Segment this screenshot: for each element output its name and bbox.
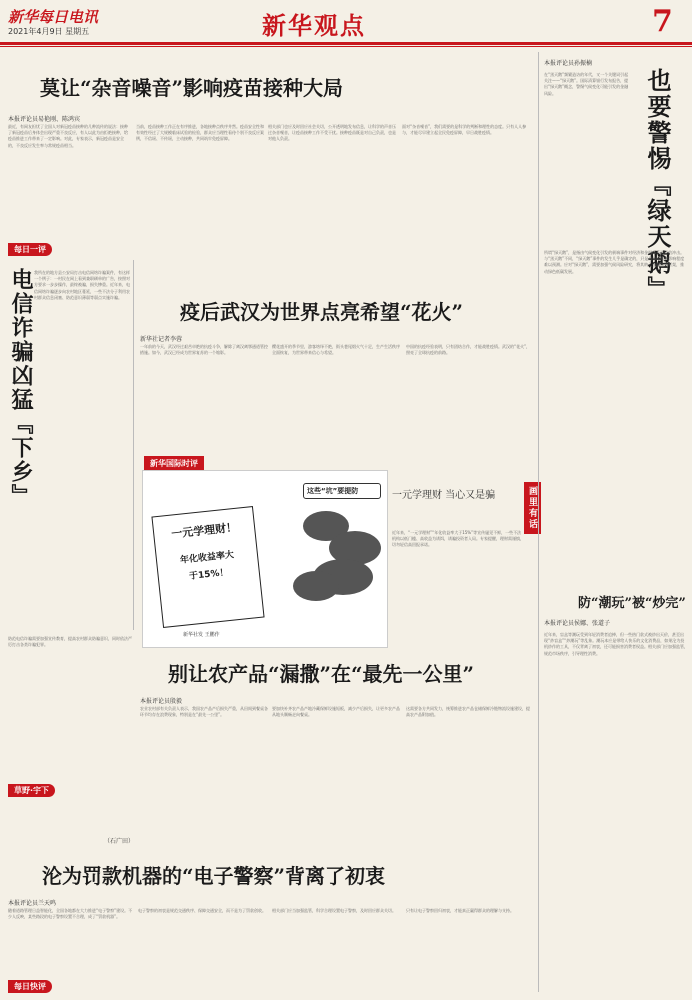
body-vaccine-col1: 最近，有网友担忧了全国人对新冠疫苗接种的几种流传的说法：接种了新冠疫苗后身体会出现严重不良反应，有人以此为由拒绝接种，给疫苗推进工作带来了一定影响。对此，专家表示，新冠疫苗是安全的，不良反应发生率与常规疫苗相当。	[8, 124, 128, 148]
body-green-swan-2: 所谓“绿天鹅”，是指由气候变化引发的极端事件对经济和金融体系造成的冲击。与“黑天鹅”不同，“绿天鹅”事件的发生几乎是确定的，只是具体时间和影响程度难以预测。应对“绿天鹅”，需要加强气候风险研究，将其纳入金融监管框架，推动绿色低碳发展。	[544, 250, 685, 274]
header-rule-thin	[0, 46, 692, 47]
banner-xinhua-intl: 新华国际时评	[144, 456, 204, 471]
cartoon-caption: 一元学理财 当心又是骗	[392, 490, 496, 501]
byline-vaccine: 本报评论员易艳刚、陈鸿宾	[8, 116, 81, 123]
masthead-brand: 新华每日电讯	[8, 8, 99, 26]
cartoon-note: 近年来，“一元学理财”“年化收益率大于15%”等宣传屡见不鲜，一些不法机构以低门槛、高收益为诱饵，诱骗投资者入局。专家提醒，理财需谨慎，切勿轻信高回报承诺。	[392, 530, 524, 548]
headline-vaccine: 莫让“杂音噪音”影响疫苗接种大局	[40, 76, 344, 100]
body-e-police-col3: 相关部门应当加强监管，科学合理设置电子警察，及时回应群众关切。	[272, 908, 396, 913]
byline-trendy-toys: 本报评论员侯娜、张道子	[544, 620, 611, 627]
body-wuhan-col2: 樱花盛开的季节里，游客络绎不绝，街头巷尾烟火气十足，生产生活秩序全面恢复，为世界带来信心与希望。	[272, 344, 400, 356]
byline-wuhan: 新华社记者李蓉	[140, 336, 183, 343]
scam-card	[151, 506, 264, 628]
body-wuhan-col1: 一年前的今天，武汉经过艰苦卓绝的抗疫斗争，解除了离汉离鄂通道管控措施。如今，武汉已经成为世界复苏的一个缩影。	[140, 344, 268, 356]
tag-grassroots: 草野·宇下	[8, 784, 55, 797]
headline-agriculture: 别让农产品“漏撒”在“最先一公里”	[168, 662, 475, 686]
byline-green-swan: 本报评论员孙振楠	[544, 60, 593, 67]
byline-agriculture: 本报评论员殷毅	[140, 698, 183, 705]
byline-e-police: 本报评论员兰天鸣	[8, 900, 57, 907]
body-e-police-col2: 电子警察的初衷是规范交通秩序、保障交通安全，而不是为了罚款创收。	[138, 908, 266, 913]
body-agri-col2: 要加快补齐农产品产地冷藏保鲜设施短板，减少产后损失，让更多农产品从地头顺畅走向餐桌。	[272, 706, 400, 718]
body-e-police-col1: 随着道路管理日益智能化，全国各地都在大力推进“电子警察”建设。不少人反映，某些路段的电子警察设置不合理，成了“罚款机器”。	[8, 908, 133, 920]
headline-wuhan: 疫后武汉为世界点亮希望“花火”	[180, 300, 464, 324]
tag-quick-comment: 每日快评	[8, 980, 52, 993]
body-fraud-end: 防范电信诈骗需要加强宣传教育，提高农村群众防骗意识，同时依法严厉打击各类诈骗犯罪。	[8, 636, 132, 648]
scam-card-line1: 年化收益率大	[179, 550, 235, 566]
tag-daily-comment: 每日一评	[8, 243, 52, 256]
headline-telecom-fraud: 电信诈骗凶猛『下乡』	[8, 268, 34, 508]
section-title: 新华观点	[262, 11, 366, 40]
body-vaccine-col3: 相关部门也应及时回应社会关切，公开透明地发布信息，让科学的声音压过杂音噪音，让疫苗接种工作不受干扰。接种疫苗既是对自己负责，也是对他人负责。	[268, 124, 396, 142]
body-e-police-col4: 只有让电子警察回归初衷，才能真正赢得群众的理解与支持。	[406, 908, 514, 913]
cartoon-credit: 新华社发 王鹏作	[183, 632, 220, 638]
header-rule	[0, 42, 692, 45]
headline-green-swan: 也要警惕『绿天鹅』	[643, 68, 672, 302]
cartoon-illustration	[142, 470, 388, 648]
headline-e-police: 沦为罚款机器的“电子警察”背离了初衷	[42, 864, 386, 888]
body-telecom-fraud: 我所在的地方县公安局打击电信网络诈骗案件，有这样一个例子：一村民在网上看到兼职刷单的广告，按照对方要求一步步操作，最终被骗，损失惨重。近年来，电信网络诈骗逐步向农村地区蔓延，一些不法分子利用农村群众信息闭塞、防范意识薄弱等弱点实施诈骗。	[34, 270, 130, 300]
masthead-date: 2021年4月9日 星期五	[8, 27, 90, 36]
headline-trendy-toys: 防“潮玩”被“炒完”	[578, 596, 686, 611]
side-tag-cartoon: 画里有话	[524, 482, 541, 534]
body-vaccine-col4: 面对“杂音噪音”，我们需要的是科学的判断和理性的态度。只有人人参与，才能尽早建立起全民免疫屏障，早日战胜疫情。	[402, 124, 527, 136]
author-grassroots: （石广田）	[104, 838, 135, 845]
speech-bubble: 这些“坑”要提防	[303, 483, 381, 499]
page-number: 7	[652, 4, 673, 39]
scam-card-title: 一元学理财！	[170, 520, 238, 541]
body-wuhan-col3: 中国的抗疫经验表明，只有团结合作，才能战胜疫情。武汉的“花火”，照亮了全球抗疫的前路。	[406, 344, 531, 356]
body-vaccine-col2: 当前，疫苗接种工作正在有序推进，各地接种点秩序井然。疫苗安全性和有效性经过了大规模临床试验的检验，群众应当理性看待个别不良反应案例，不信谣、不传谣，主动接种，共同筑牢免疫屏障。	[136, 124, 264, 142]
body-agri-col1: 农业农村部有关负责人表示，我国农产品产后损失严重，从田间到餐桌各环节均存在浪费现象，特别是在“最先一公里”。	[140, 706, 268, 718]
body-agri-col3: 这需要各方共同发力，统筹推进农产品仓储保鲜冷链物流设施建设，提高农产品附加值。	[406, 706, 530, 718]
body-trendy-toys: 近年来，盲盒等潮玩受到年轻消费者追捧，但一些热门款式被炒出天价，甚至出现“炒盲盒”“炒潮玩”等乱象。潮玩本应是带给人快乐的文化消费品，如果沦为投机炒作的工具，不仅背离了初衷，还可能损害消费者权益。相关部门应加强监管，规范市场秩序，引导理性消费。	[544, 632, 688, 656]
scam-card-line2: 于15%！	[188, 567, 230, 582]
body-green-swan-1: 在“黑天鹅”频繁造访的年代，又一个关键词引起关注——“绿天鹅”。国际清算银行发布报告，提出“绿天鹅”概念，警惕气候变化可能引发的金融风险。	[544, 72, 629, 96]
